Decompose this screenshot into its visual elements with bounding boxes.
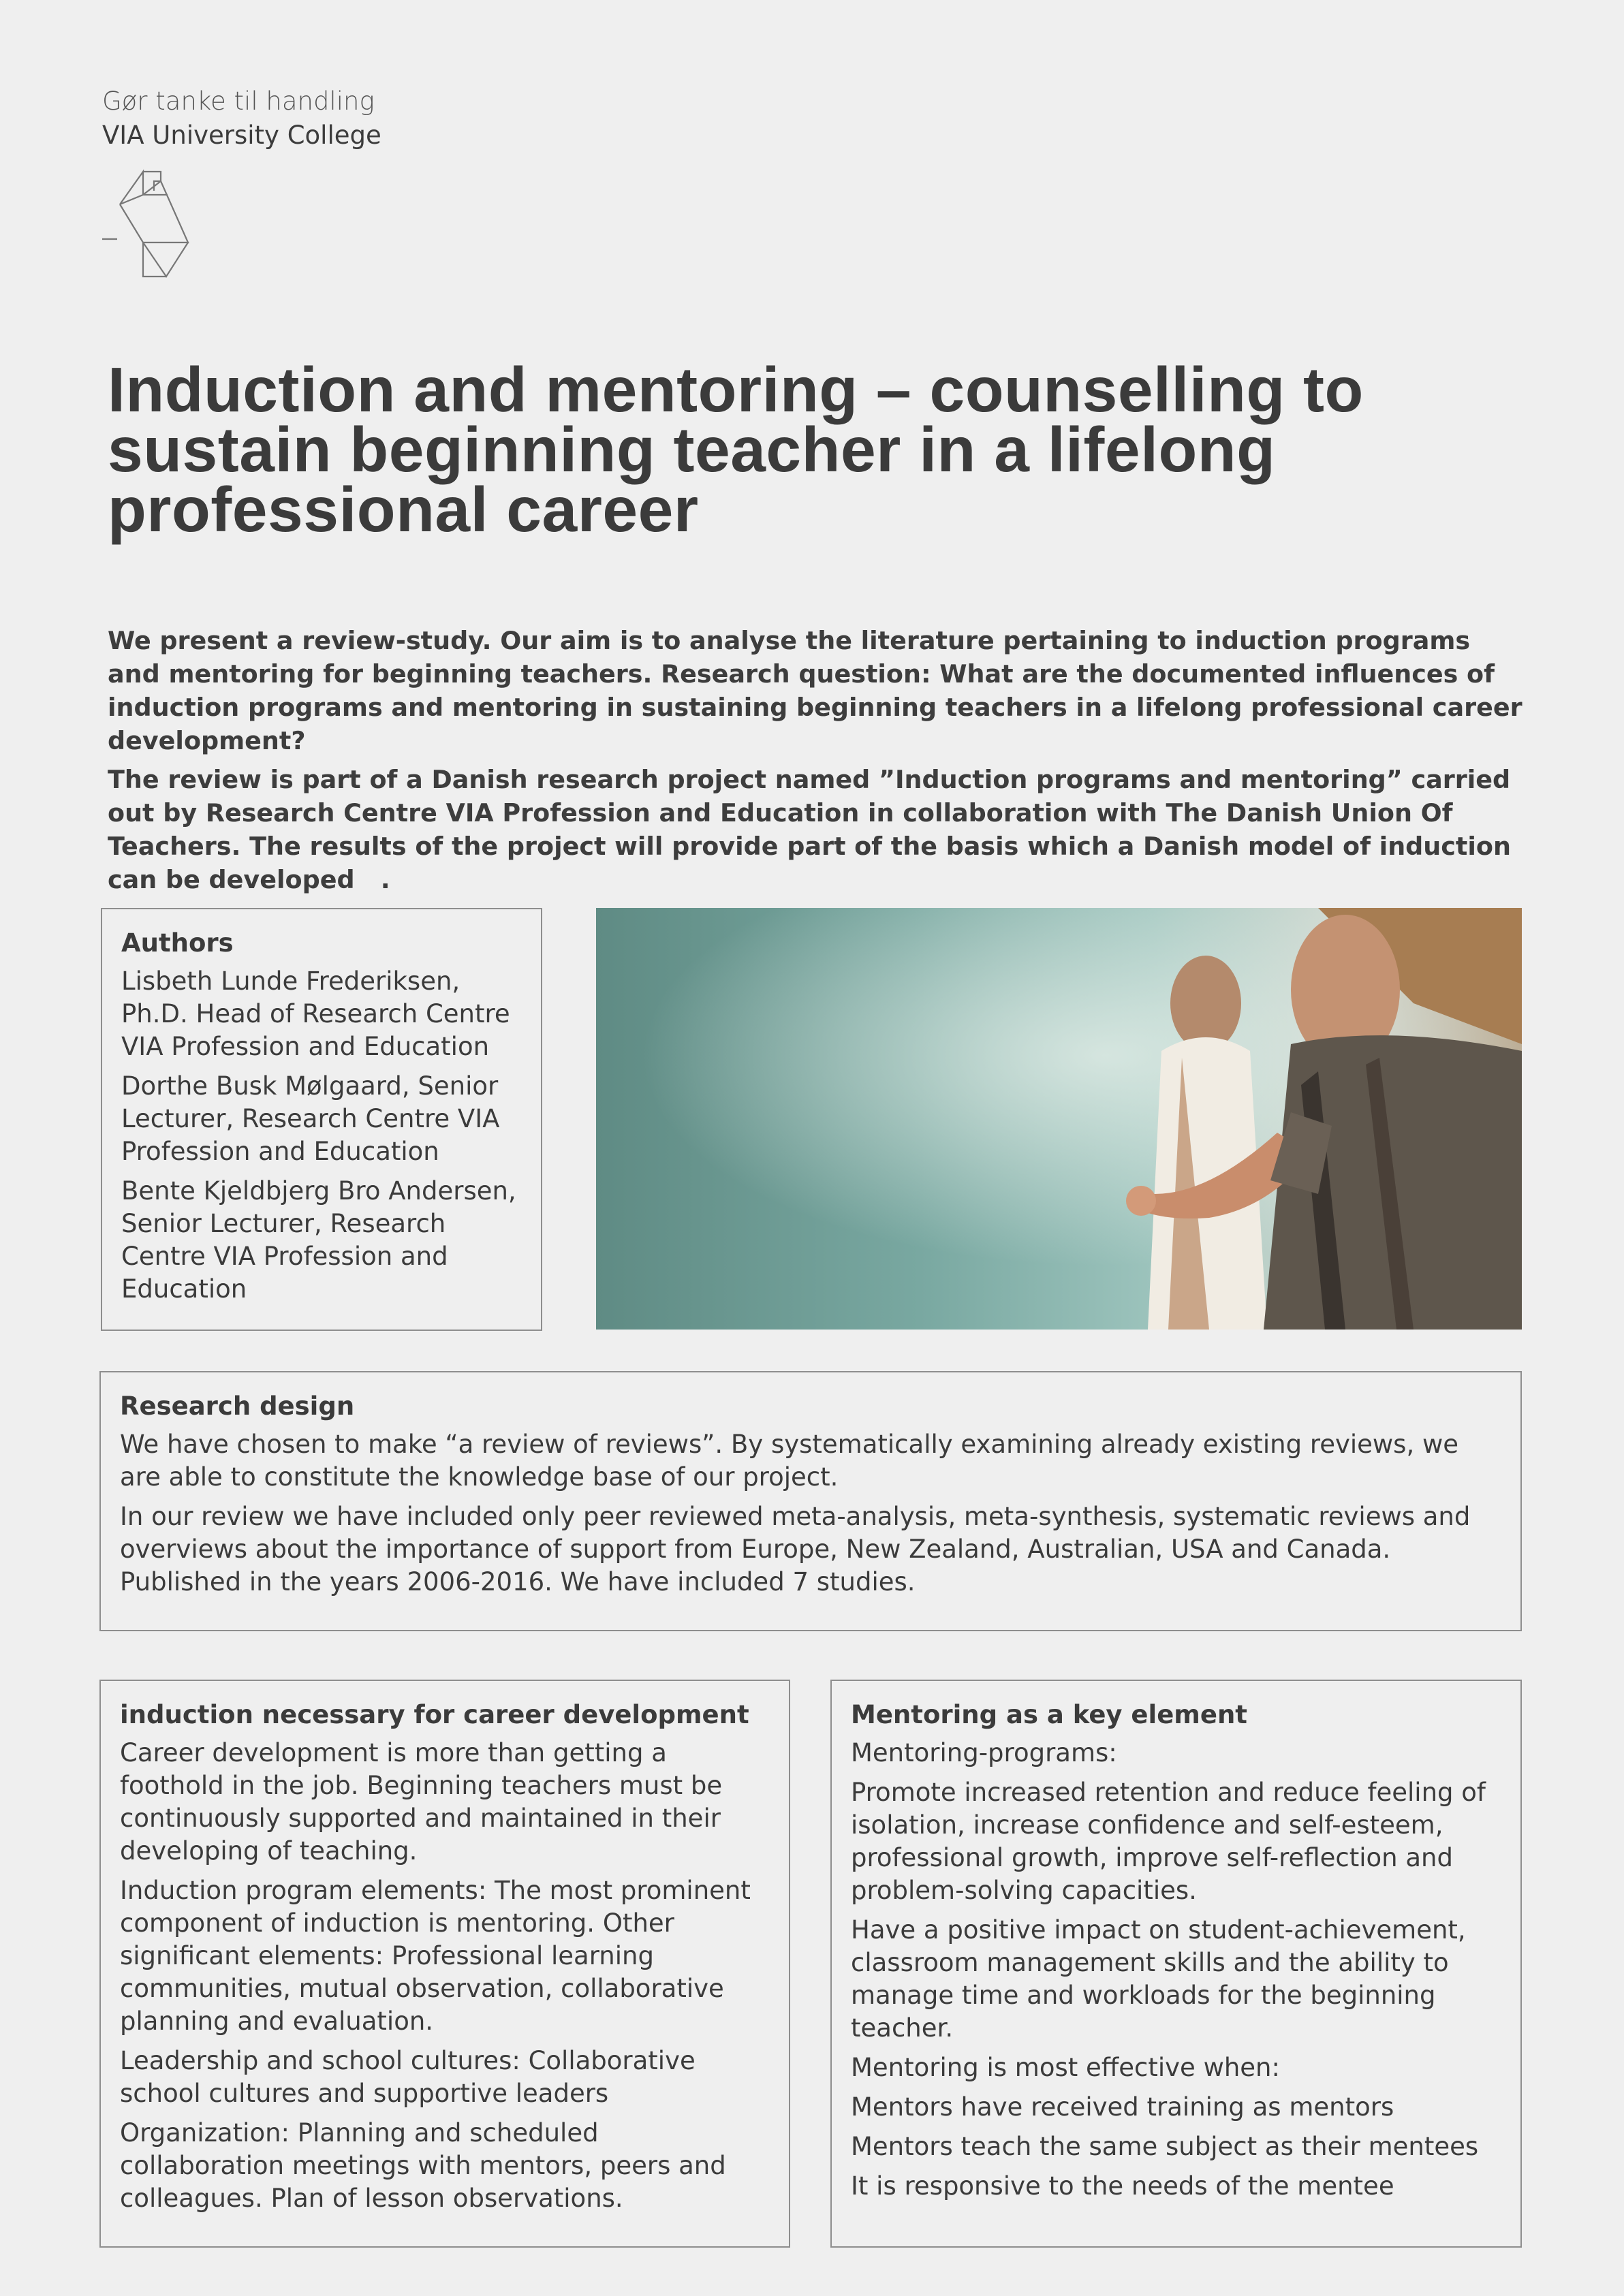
research-design-heading: Research design — [120, 1391, 355, 1421]
research-design-paragraph-2: In our review we have included only peer reviewed meta-analysis, meta-synthesis, systematic reviews and overviews about the importance of support from Europe, New Zealand, Australian, USA and Canada. Published in the years 2006-2016. We have included 7 studies. — [120, 1502, 1471, 1597]
mentoring-paragraph-7: It is responsive to the needs of the mentee — [851, 2171, 1394, 2201]
mentoring-paragraph-5: Mentors have received training as mentors — [851, 2092, 1394, 2122]
author-2: Dorthe Busk Mølgaard, Senior Lecturer, Research Centre VIA Profession and Education — [121, 1071, 500, 1166]
research-design-box — [99, 1371, 1522, 1631]
author-3: Bente Kjeldbjerg Bro Andersen, Senior Lecturer, Research Centre VIA Profession and Education — [121, 1176, 516, 1304]
research-design-paragraph-1: We have chosen to make “a review of reviews”. By systematically examining already existing reviews, we are able to constitute the knowledge base of our project. — [120, 1430, 1459, 1492]
intro-paragraph-1: We present a review-study. Our aim is to analyse the literature pertaining to induction programs and mentoring for beginning teachers. Research question: What are the documented influences of induction programs and mentoring in sustaining beginning teachers in a lifelong professional career development? — [108, 626, 1522, 755]
induction-paragraph-3: Leadership and school cultures: Collaborative school cultures and supportive leaders — [120, 2046, 696, 2108]
mentoring-paragraph-4: Mentoring is most effective when: — [851, 2053, 1280, 2082]
classroom-photo — [596, 908, 1522, 1330]
induction-paragraph-2: Induction program elements: The most prominent component of induction is mentoring. Other significant elements: Professional learning communities, mutual observation, collaborative planning and evaluation. — [120, 1876, 751, 2036]
author-1: Lisbeth Lunde Frederiksen, Ph.D. Head of Research Centre VIA Profession and Education — [121, 966, 510, 1061]
mentoring-heading: Mentoring as a key element — [851, 1700, 1247, 1729]
tagline: Gør tanke til handling — [102, 87, 375, 116]
induction-heading: induction necessary for career development — [120, 1700, 749, 1729]
mentoring-paragraph-3: Have a positive impact on student-achievement, classroom management skills and the ability to manage time and workloads for the beginning teacher. — [851, 1915, 1466, 2043]
via-geometric-logo-icon — [99, 168, 215, 283]
mentoring-paragraph-1: Mentoring-programs: — [851, 1738, 1117, 1767]
induction-box — [99, 1680, 790, 2248]
authors-heading: Authors — [121, 928, 234, 958]
mentoring-box — [830, 1680, 1522, 2248]
intro-paragraph-2: The review is part of a Danish research project named ”Induction programs and mentoring” carried out by Research Centre VIA Profession and Education in collaboration with The Danish Union Of Teachers. The results of the project will provide part of the basis which a Danish model of induction can be developed . — [108, 765, 1511, 894]
mentoring-paragraph-2: Promote increased retention and reduce feeling of isolation, increase confidence and self-esteem, professional growth, improve self-reflection and problem-solving capacities. — [851, 1778, 1486, 1905]
page-title: Induction and mentoring – counselling to sustain beginning teacher in a lifelong professional career — [108, 354, 1364, 545]
college-name: VIA University College — [102, 121, 381, 150]
induction-paragraph-1: Career development is more than getting a foothold in the job. Beginning teachers must be continuously supported and maintained in their developing of teaching. — [120, 1738, 723, 1866]
mentoring-paragraph-6: Mentors teach the same subject as their mentees — [851, 2132, 1479, 2161]
induction-paragraph-4: Organization: Planning and scheduled collaboration meetings with mentors, peers and colleagues. Plan of lesson observations. — [120, 2118, 726, 2213]
intro-section — [108, 624, 1525, 896]
authors-box — [101, 908, 542, 1331]
